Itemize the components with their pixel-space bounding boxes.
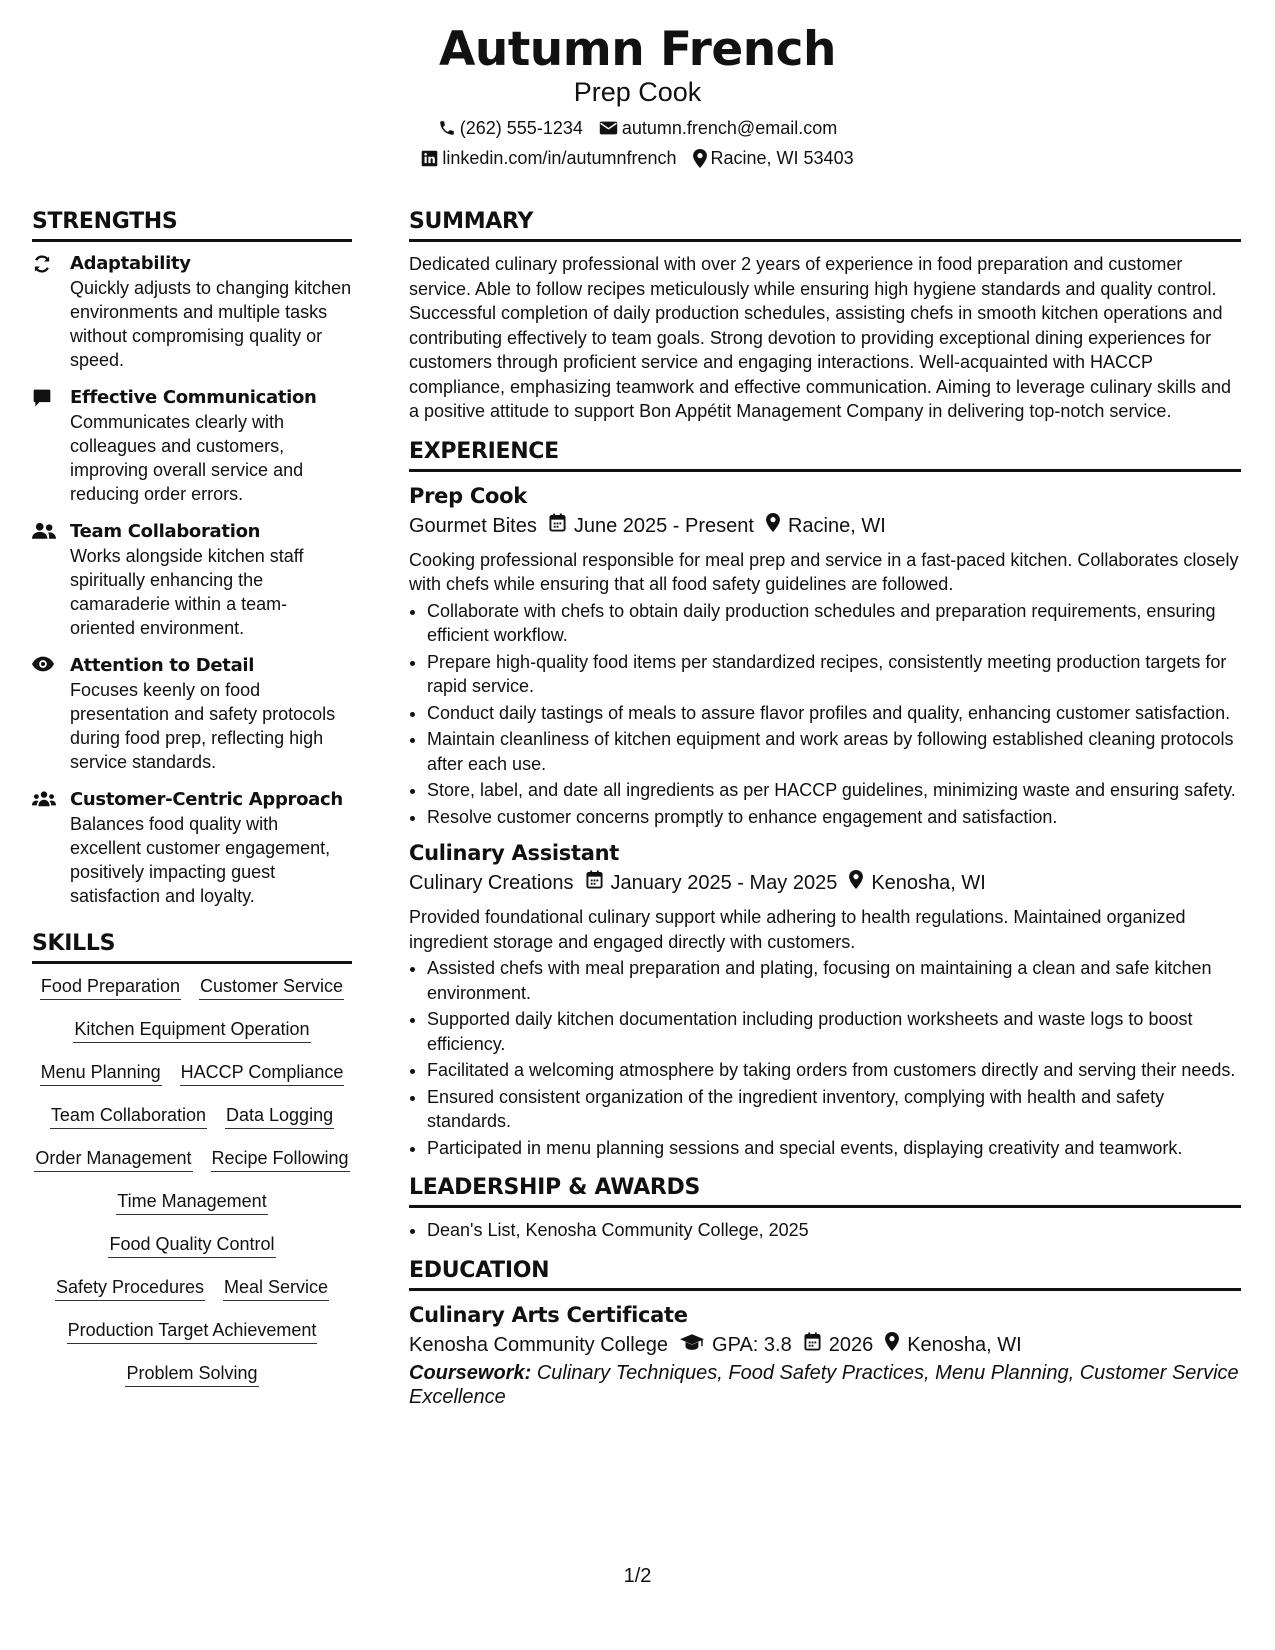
comment-icon [32, 395, 52, 412]
strength-description: Focuses keenly on food presentation and safety protocols during food prep, reflecting high service standards. [70, 680, 336, 772]
skill-tag: HACCP Compliance [180, 1060, 345, 1086]
skill-tag: Time Management [116, 1189, 267, 1215]
skill-tag: Order Management [34, 1146, 192, 1172]
phone-contact [438, 116, 583, 140]
coursework-label: Coursework: [409, 1361, 532, 1384]
job-meta [409, 512, 1241, 540]
skill-tag: Recipe Following [211, 1146, 350, 1172]
user-friends-icon [32, 527, 56, 544]
gpa: GPA: 3.8 [712, 1333, 792, 1356]
strength-item [32, 252, 352, 372]
leadership-heading: LEADERSHIP & AWARDS [409, 1174, 1241, 1208]
skill-tag: Production Target Achievement [67, 1318, 318, 1344]
list-item: • Dean's List, Kenosha Community College, 2025 [427, 1218, 1241, 1243]
job-description: Cooking professional responsible for meal prep and service in a fast-paced kitchen. Collaborates closely with chefs while ensuring that all food safety guidelines are followed. [409, 549, 1239, 594]
education-heading: EDUCATION [409, 1257, 1241, 1291]
strength-item [32, 654, 352, 774]
map-marker-icon [693, 149, 707, 168]
strength-title: Effective Communication [70, 387, 317, 408]
leadership-list [409, 1218, 1241, 1243]
strength-item [32, 788, 352, 908]
school-name: Kenosha Community College [409, 1333, 669, 1356]
calendar-icon [586, 869, 603, 897]
linkedin-contact[interactable] [421, 146, 676, 170]
skill-tag: Food Quality Control [108, 1232, 275, 1258]
email-text[interactable]: autumn.french@email.com [621, 118, 838, 138]
skill-tag: Problem Solving [125, 1361, 258, 1387]
coursework [409, 1361, 1241, 1409]
skill-tag: Kitchen Equipment Operation [73, 1017, 310, 1043]
resume-header [0, 22, 1275, 170]
list-item: • Resolve customer concerns promptly to enhance engagement and satisfaction. [427, 805, 1241, 830]
job-location: Racine, WI [787, 514, 886, 537]
map-marker-icon [885, 1331, 899, 1359]
list-item: • Supported daily kitchen documentation including production worksheets and waste logs to boost efficiency. [427, 1007, 1241, 1056]
job-dates: June 2025 - Present [573, 514, 754, 537]
list-item: • Collaborate with chefs to obtain daily production schedules and preparation requirements, ensuring efficient workflow. [427, 599, 1241, 648]
job-title: Prep Cook [409, 483, 527, 508]
list-item: • Prepare high-quality food items per standardized recipes, consistently meeting production targets for rapid service. [427, 650, 1241, 699]
linkedin-icon [421, 150, 438, 167]
strength-title: Team Collaboration [70, 521, 261, 542]
job-description: Provided foundational culinary support while adhering to health regulations. Maintained organized ingredient storage and engaged directly with customers. [409, 907, 1186, 952]
map-marker-icon [766, 512, 780, 540]
list-item: • Store, label, and date all ingredients as per HACCP guidelines, minimizing waste and ensuring safety. [427, 778, 1241, 803]
calendar-icon [549, 512, 566, 540]
strength-title: Attention to Detail [70, 655, 255, 676]
strength-description: Works alongside kitchen staff spiritually enhancing the camaraderie within a team-oriented environment. [70, 546, 304, 638]
list-item: • Participated in menu planning sessions and special events, displaying creativity and teamwork. [427, 1136, 1241, 1161]
list-item: • Assisted chefs with meal preparation and plating, focusing on maintaining a clean and safe kitchen environment. [427, 956, 1241, 1005]
contact-row-1 [0, 116, 1275, 140]
strength-description: Balances food quality with excellent customer engagement, positively impacting guest satisfaction and loyalty. [70, 814, 331, 906]
phone-text: (262) 555-1234 [459, 118, 583, 138]
skills-heading: SKILLS [32, 930, 352, 964]
list-item: • Maintain cleanliness of kitchen equipment and work areas by following established cleaning protocols after each use. [427, 727, 1241, 776]
linkedin-text[interactable]: linkedin.com/in/autumnfrench [442, 148, 677, 168]
skill-tag: Menu Planning [40, 1060, 162, 1086]
location-contact [693, 146, 854, 170]
job-entry [409, 839, 1241, 1160]
skill-tag: Data Logging [225, 1103, 334, 1129]
graduation-year: 2026 [828, 1333, 874, 1356]
company-name: Gourmet Bites [409, 514, 537, 537]
company-name: Culinary Creations [409, 872, 574, 894]
education-meta [409, 1331, 1241, 1359]
experience-heading: EXPERIENCE [409, 438, 1241, 472]
skill-tag: Safety Procedures [55, 1275, 205, 1301]
map-marker-icon [849, 869, 863, 897]
education-location: Kenosha, WI [907, 1333, 1022, 1356]
envelope-icon [599, 120, 618, 136]
calendar-icon [804, 1331, 821, 1359]
graduation-cap-icon [680, 1331, 704, 1359]
strength-item [32, 520, 352, 640]
strength-description: Communicates clearly with colleagues and customers, improving overall service and reducing order errors. [70, 412, 304, 504]
job-title: Culinary Assistant [409, 841, 619, 865]
email-contact[interactable] [599, 116, 837, 140]
strengths-heading: STRENGTHS [32, 208, 352, 242]
job-dates: January 2025 - May 2025 [610, 872, 838, 894]
coursework-text: Culinary Techniques, Food Safety Practices, Menu Planning, Customer Service Excellence [409, 1361, 1239, 1408]
users-icon [32, 795, 56, 812]
right-column [409, 208, 1241, 1409]
strength-title: Adaptability [70, 253, 191, 274]
job-bullets [409, 956, 1241, 1160]
skill-tag: Customer Service [199, 974, 344, 1000]
candidate-role: Prep Cook [573, 77, 702, 107]
location-text: Racine, WI 53403 [710, 148, 854, 168]
contact-row-2 [0, 146, 1275, 170]
job-location: Kenosha, WI [871, 872, 986, 894]
page-number: 1/2 [623, 1565, 652, 1587]
degree-title: Culinary Arts Certificate [409, 1302, 688, 1327]
strength-description: Quickly adjusts to changing kitchen environments and multiple tasks without compromising quality or speed. [70, 278, 352, 370]
skill-tag: Meal Service [223, 1275, 329, 1301]
skill-tag: Team Collaboration [50, 1103, 207, 1129]
strength-title: Customer-Centric Approach [70, 789, 343, 810]
summary-heading: SUMMARY [409, 208, 1241, 242]
strength-item [32, 386, 352, 506]
eye-icon [32, 659, 54, 676]
skills-list [32, 974, 352, 1387]
list-item: • Facilitated a welcoming atmosphere by taking orders from customers directly and serving their needs. [427, 1058, 1241, 1083]
job-meta [409, 869, 1241, 897]
phone-icon [438, 119, 456, 137]
job-bullets [409, 599, 1241, 830]
list-item: • Ensured consistent organization of the ingredient inventory, complying with health and safety standards. [427, 1085, 1241, 1134]
list-item: • Conduct daily tastings of meals to assure flavor profiles and quality, enhancing customer satisfaction. [427, 701, 1241, 726]
candidate-name: Autumn French [439, 22, 836, 77]
skill-tag: Food Preparation [40, 974, 181, 1000]
sync-icon [32, 261, 52, 278]
summary-text: Dedicated culinary professional with over 2 years of experience in food preparation and customer service. Able to follow recipes meticulously while ensuring high hygiene standards and quality control. Successful completion of daily production schedules, assisting chefs in smooth kitchen operations and contributing effectively to team goals. Strong devotion to providing exceptional dining experiences for customers through proficient service and engaging interactions. Well-acquainted with HACCP compliance, emphasizing teamwork and effective communication. Aiming to leverage culinary skills and a positive attitude to support Bon Appétit Management Company in delivering top-notch service. [409, 254, 1232, 421]
left-column [32, 208, 352, 1387]
job-entry [409, 482, 1241, 830]
